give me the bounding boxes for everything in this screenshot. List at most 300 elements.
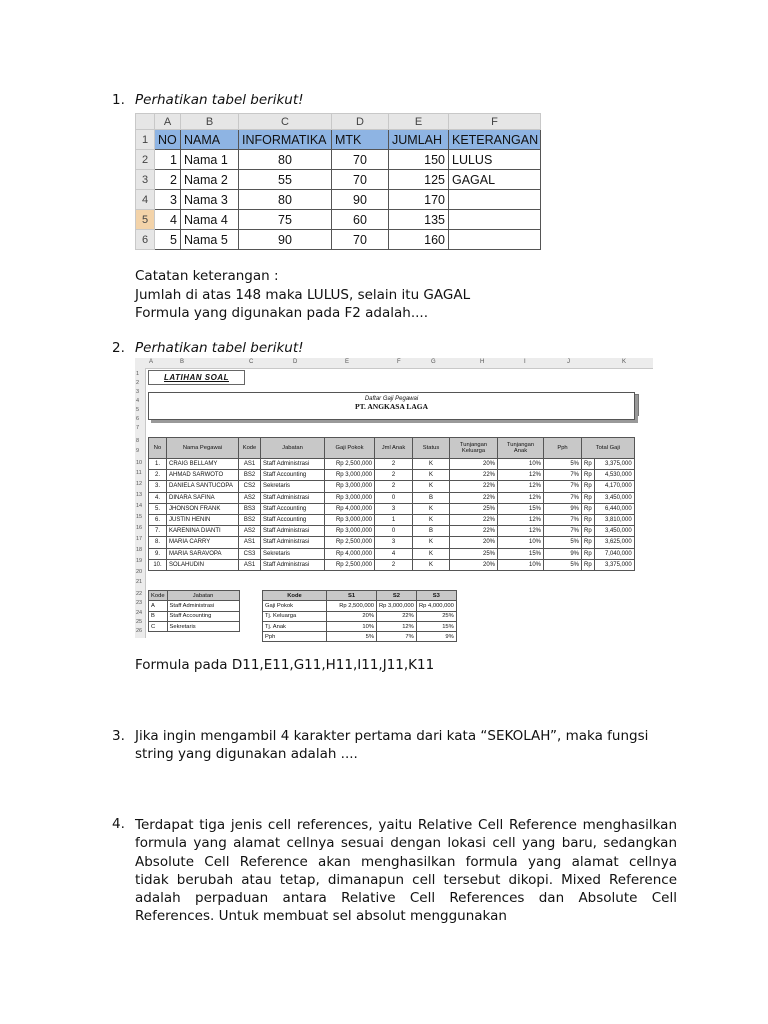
cell: Rp: [582, 503, 595, 514]
table-row: [263, 611, 457, 621]
table-row: [263, 601, 457, 611]
cell: 25%: [450, 548, 498, 559]
header-cell: NAMA: [181, 130, 239, 150]
cell: Rp 2,500,000: [325, 537, 375, 548]
cell: 160: [389, 230, 449, 250]
row-number: 13: [136, 492, 143, 498]
cell: 150: [389, 150, 449, 170]
cell: AS1: [239, 459, 261, 470]
cell: Rp: [582, 526, 595, 537]
cell: BS3: [239, 503, 261, 514]
cell: 20%: [450, 459, 498, 470]
row-number: 25: [136, 619, 143, 625]
row-number: 8: [136, 438, 140, 444]
header-cell: Tunjangan Anak: [498, 438, 544, 459]
table-row: [136, 230, 541, 250]
cell: 7%: [544, 470, 582, 481]
cell: Staff Accounting: [167, 611, 239, 621]
cell: 20%: [450, 537, 498, 548]
cell: 3,450,000: [594, 526, 634, 537]
cell: Staff Accounting: [261, 514, 325, 525]
cell: Staff Administrasi: [261, 559, 325, 570]
table-header-row: [136, 130, 541, 150]
header-cell: Nama Pegawai: [167, 438, 239, 459]
cell: 10%: [498, 459, 544, 470]
cell: Rp 2,500,000: [325, 459, 375, 470]
cell: 10%: [498, 537, 544, 548]
cell: Rp 3,000,000: [325, 492, 375, 503]
cell: 4: [155, 210, 181, 230]
column-header-row: [136, 114, 541, 130]
row-number: 19: [136, 558, 143, 564]
row-number: 21: [136, 579, 143, 585]
table-row: [149, 601, 240, 611]
cell: [449, 230, 541, 250]
cell: 80: [239, 190, 332, 210]
row-number: 2: [136, 380, 140, 386]
cell: 170: [389, 190, 449, 210]
cell: Rp: [582, 470, 595, 481]
q2-number: 2.: [112, 340, 125, 356]
cell: Sekretaris: [261, 548, 325, 559]
cell: 3,625,000: [594, 537, 634, 548]
cell: 55: [239, 170, 332, 190]
cell: Rp: [582, 459, 595, 470]
q4-paragraph: [135, 816, 677, 926]
cell: 4,530,000: [594, 470, 634, 481]
cell: AS2: [239, 526, 261, 537]
col-letter: C: [249, 359, 254, 365]
table-row: [149, 537, 635, 548]
col-letter: B: [181, 114, 239, 130]
cell: 25%: [450, 503, 498, 514]
cell: Nama 5: [181, 230, 239, 250]
col-letter: K: [622, 359, 627, 365]
header-cell: Kode: [149, 591, 168, 601]
q1-note-line: Catatan keterangan :: [135, 268, 279, 284]
cell: 135: [389, 210, 449, 230]
cell: Rp 3,000,000: [325, 470, 375, 481]
cell: Staff Administrasi: [261, 459, 325, 470]
row-number: 26: [136, 628, 143, 634]
sheet-title: LATIHAN SOAL: [148, 370, 245, 385]
cell: K: [413, 459, 450, 470]
cell: AHMAD SARWOTO: [167, 470, 239, 481]
cell: 0: [375, 492, 413, 503]
cell: Rp 2,500,000: [325, 559, 375, 570]
cell: AS2: [239, 492, 261, 503]
cell: 7%: [544, 526, 582, 537]
cell: 9.: [149, 548, 167, 559]
corner-cell: [136, 114, 155, 130]
table-row: [149, 470, 635, 481]
table-row: [149, 621, 240, 631]
col-letter: A: [155, 114, 181, 130]
cell: 60: [332, 210, 389, 230]
cell: 12%: [498, 492, 544, 503]
header-cell: Kode: [239, 438, 261, 459]
q1-note-line: Formula yang digunakan pada F2 adalah....: [135, 305, 429, 321]
cell: Sekretaris: [261, 481, 325, 492]
table-header-row: [263, 591, 457, 601]
sheet-banner: [148, 392, 635, 420]
cell: Nama 3: [181, 190, 239, 210]
cell: 3,810,000: [594, 514, 634, 525]
cell: 4.: [149, 492, 167, 503]
row-number: 5: [136, 210, 155, 230]
col-letter: A: [149, 359, 154, 365]
q2-note: Formula pada D11,E11,G11,H11,I11,J11,K11: [135, 657, 435, 673]
cell: 5.: [149, 503, 167, 514]
table-row: [149, 526, 635, 537]
cell: 10%: [327, 621, 377, 631]
cell: 1.: [149, 459, 167, 470]
cell: 7%: [544, 481, 582, 492]
cell: Nama 4: [181, 210, 239, 230]
row-number: 14: [136, 503, 143, 509]
cell: JUSTIN HENIN: [167, 514, 239, 525]
cell: Staff Administrasi: [261, 492, 325, 503]
cell: CS2: [239, 481, 261, 492]
cell: KARENINA DIANTI: [167, 526, 239, 537]
row-number: 4: [136, 398, 140, 404]
cell: JHONSON FRANK: [167, 503, 239, 514]
col-letter: C: [239, 114, 332, 130]
table-row: [149, 559, 635, 570]
cell: 1: [375, 514, 413, 525]
table-row: [149, 481, 635, 492]
row-number: 9: [136, 448, 140, 454]
q1-note-line: Jumlah di atas 148 maka LULUS, selain itu GAGAL: [135, 287, 471, 303]
header-cell: Total Gaji: [582, 438, 635, 459]
cell: 7%: [544, 514, 582, 525]
row-number: 3: [136, 170, 155, 190]
header-cell: S2: [377, 591, 417, 601]
cell: K: [413, 514, 450, 525]
cell: 7.: [149, 526, 167, 537]
cell: 5%: [544, 459, 582, 470]
row-number: 1: [136, 130, 155, 150]
col-letter: F: [397, 359, 401, 365]
cell: Staff Administrasi: [261, 537, 325, 548]
col-letter: H: [480, 359, 485, 365]
cell: Rp 3,000,000: [325, 481, 375, 492]
cell: [449, 210, 541, 230]
cell: Staff Accounting: [261, 470, 325, 481]
q1-number: 1.: [112, 92, 125, 108]
cell: 4,170,000: [594, 481, 634, 492]
cell: 90: [239, 230, 332, 250]
table-row: [263, 621, 457, 631]
q4-line: adalah perpaduan antara Relative Cell References dan Absolute Cell: [135, 890, 677, 907]
q4-line: References. Untuk membuat sel absolut menggunakan: [135, 908, 507, 925]
cell: 1: [155, 150, 181, 170]
q4-line: Terdapat tiga jenis cell references, yaitu Relative Cell Reference menghasilkan: [135, 817, 677, 833]
cell: 2: [375, 559, 413, 570]
cell: MARIA CARRY: [167, 537, 239, 548]
cell: CS3: [239, 548, 261, 559]
row-number: 15: [136, 514, 143, 520]
q1-spreadsheet: [135, 113, 540, 250]
col-letter: D: [293, 359, 298, 365]
cell: 22%: [450, 470, 498, 481]
header-cell: Gaji Pokok: [325, 438, 375, 459]
q4-number: 4.: [112, 816, 125, 832]
header-cell: Kode: [263, 591, 327, 601]
table-row: [136, 150, 541, 170]
header-cell: S3: [416, 591, 456, 601]
cell: 2: [375, 470, 413, 481]
row-number: 22: [136, 591, 143, 597]
row-number: 16: [136, 525, 143, 531]
cell: K: [413, 537, 450, 548]
cell: AS1: [239, 559, 261, 570]
cell: 125: [389, 170, 449, 190]
kode-jabatan-table: [148, 590, 240, 632]
row-number: 18: [136, 547, 143, 553]
header-cell: Tunjangan Keluarga: [450, 438, 498, 459]
cell: 15%: [498, 548, 544, 559]
q1-prompt: Perhatikan tabel berikut!: [135, 92, 304, 108]
header-cell: Pph: [544, 438, 582, 459]
header-cell: INFORMATIKA: [239, 130, 332, 150]
cell: 9%: [544, 548, 582, 559]
cell: 5%: [327, 632, 377, 642]
cell: 90: [332, 190, 389, 210]
cell: 6,440,000: [594, 503, 634, 514]
row-header-column: [135, 368, 146, 638]
cell: Rp: [582, 514, 595, 525]
row-number: 1: [136, 371, 140, 377]
banner-subtitle: Daftar Gaji Pegawai: [364, 396, 419, 402]
row-number: 23: [136, 600, 143, 606]
cell: 3: [375, 537, 413, 548]
cell: A: [149, 601, 168, 611]
cell: 70: [332, 150, 389, 170]
cell: Tj. Keluarga: [263, 611, 327, 621]
header-cell: MTK: [332, 130, 389, 150]
cell: 7,040,000: [594, 548, 634, 559]
cell: 2: [155, 170, 181, 190]
cell: 12%: [498, 526, 544, 537]
cell: K: [413, 481, 450, 492]
cell: 20%: [450, 559, 498, 570]
cell: 10%: [498, 559, 544, 570]
cell: Rp 3,000,000: [325, 526, 375, 537]
cell: Staff Accounting: [261, 503, 325, 514]
cell: Rp: [582, 537, 595, 548]
cell: C: [149, 621, 168, 631]
cell: MARIA SARAVOPA: [167, 548, 239, 559]
cell: Rp 4,000,000: [416, 601, 456, 611]
cell: Gaji Pokok: [263, 601, 327, 611]
col-letter: I: [524, 359, 526, 365]
table-row: [136, 190, 541, 210]
q3-line: string yang digunakan adalah ....: [135, 746, 358, 762]
cell: K: [413, 548, 450, 559]
cell: GAGAL: [449, 170, 541, 190]
table-row: [136, 170, 541, 190]
cell: 12%: [498, 470, 544, 481]
col-letter: G: [431, 359, 436, 365]
col-letter: J: [567, 359, 570, 365]
row-number: 4: [136, 190, 155, 210]
cell: AS1: [239, 537, 261, 548]
row-number: 17: [136, 536, 143, 542]
cell: Rp 3,000,000: [377, 601, 417, 611]
q2-prompt: Perhatikan tabel berikut!: [135, 340, 304, 356]
q2-spreadsheet: [135, 358, 653, 638]
header-cell: Jabatan: [167, 591, 239, 601]
cell: Rp 2,500,000: [327, 601, 377, 611]
header-cell: No: [149, 438, 167, 459]
cell: 22%: [450, 514, 498, 525]
header-cell: Jabatan: [261, 438, 325, 459]
column-header-row: [135, 358, 653, 369]
cell: [449, 190, 541, 210]
cell: 20%: [327, 611, 377, 621]
cell: Rp: [582, 492, 595, 503]
cell: K: [413, 503, 450, 514]
cell: 5%: [544, 559, 582, 570]
table-row: [149, 459, 635, 470]
cell: 2.: [149, 470, 167, 481]
header-cell: NO: [155, 130, 181, 150]
row-number: 6: [136, 416, 140, 422]
col-letter: E: [345, 359, 350, 365]
cell: K: [413, 559, 450, 570]
cell: Sekretaris: [167, 621, 239, 631]
header-cell: Jml Anak: [375, 438, 413, 459]
cell: CRAIG BELLAMY: [167, 459, 239, 470]
q4-line: tidak berubah atau tetap, dimanapun cell tersebut dikopi. Mixed Reference: [135, 871, 677, 888]
q3-line: Jika ingin mengambil 4 karakter pertama dari kata “SEKOLAH”, maka fungsi: [135, 728, 649, 744]
cell: 7%: [544, 492, 582, 503]
col-letter: F: [449, 114, 541, 130]
cell: 25%: [416, 611, 456, 621]
row-number: 24: [136, 610, 143, 616]
payroll-table: [148, 437, 635, 571]
cell: 22%: [377, 611, 417, 621]
header-cell: Status: [413, 438, 450, 459]
cell: BS2: [239, 470, 261, 481]
cell: 15%: [416, 621, 456, 631]
cell: 12%: [498, 481, 544, 492]
cell: 70: [332, 230, 389, 250]
header-cell: KETERANGAN: [449, 130, 541, 150]
row-number: 7: [136, 425, 140, 431]
row-number: 11: [136, 470, 142, 476]
header-cell: S1: [327, 591, 377, 601]
cell: SOLAHUDIN: [167, 559, 239, 570]
cell: 6.: [149, 514, 167, 525]
cell: B: [149, 611, 168, 621]
table-row: [149, 548, 635, 559]
table-row: [149, 611, 240, 621]
cell: 3: [375, 503, 413, 514]
row-number: 3: [136, 389, 140, 395]
cell: LULUS: [449, 150, 541, 170]
cell: 9%: [544, 503, 582, 514]
cell: 5%: [544, 537, 582, 548]
cell: K: [413, 470, 450, 481]
row-number: 2: [136, 150, 155, 170]
cell: Rp: [582, 548, 595, 559]
cell: BS2: [239, 514, 261, 525]
cell: 0: [375, 526, 413, 537]
row-number: 6: [136, 230, 155, 250]
cell: 3: [155, 190, 181, 210]
cell: 3,375,000: [594, 559, 634, 570]
cell: 22%: [450, 492, 498, 503]
q3-number: 3.: [112, 728, 125, 744]
row-number: 12: [136, 481, 143, 487]
cell: 3,450,000: [594, 492, 634, 503]
cell: 80: [239, 150, 332, 170]
q4-line: formula yang alamat cellnya sesuai dengan lokasi cell yang baru, sedangkan: [135, 835, 677, 852]
col-letter: E: [389, 114, 449, 130]
banner-title: PT. ANGKASA LAGA: [355, 402, 428, 411]
cell: 9%: [416, 632, 456, 642]
cell: 2: [375, 459, 413, 470]
cell: 4: [375, 548, 413, 559]
cell: 7%: [377, 632, 417, 642]
cell: 12%: [377, 621, 417, 631]
row-number: 10: [136, 460, 143, 466]
cell: 5: [155, 230, 181, 250]
table-row: [263, 632, 457, 642]
cell: 12%: [498, 514, 544, 525]
cell: 15%: [498, 503, 544, 514]
table-row: [149, 514, 635, 525]
cell: DANIELA SANTUCOPA: [167, 481, 239, 492]
col-letter: B: [180, 359, 185, 365]
table-row: [149, 503, 635, 514]
cell: B: [413, 492, 450, 503]
cell: Rp 4,000,000: [325, 548, 375, 559]
cell: 10.: [149, 559, 167, 570]
table-header-row: [149, 438, 635, 459]
table-row: [149, 492, 635, 503]
table-row: [136, 210, 541, 230]
header-cell: JUMLAH: [389, 130, 449, 150]
cell: Nama 1: [181, 150, 239, 170]
cell: 3.: [149, 481, 167, 492]
cell: 75: [239, 210, 332, 230]
cell: Nama 2: [181, 170, 239, 190]
cell: Staff Administrasi: [261, 526, 325, 537]
row-number: 20: [136, 569, 143, 575]
salary-reference-table: [262, 590, 457, 642]
cell: 3,375,000: [594, 459, 634, 470]
cell: 2: [375, 481, 413, 492]
cell: Tj. Anak: [263, 621, 327, 631]
cell: 8.: [149, 537, 167, 548]
cell: 22%: [450, 526, 498, 537]
cell: Rp 4,000,000: [325, 503, 375, 514]
cell: Rp 3,000,000: [325, 514, 375, 525]
cell: 22%: [450, 481, 498, 492]
col-letter: D: [332, 114, 389, 130]
q4-line: Absolute Cell Reference akan menghasilkan formula yang alamat cellnya: [135, 853, 677, 870]
cell: B: [413, 526, 450, 537]
row-number: 5: [136, 407, 140, 413]
cell: Rp: [582, 559, 595, 570]
cell: DINARA SAFINA: [167, 492, 239, 503]
cell: 70: [332, 170, 389, 190]
cell: Rp: [582, 481, 595, 492]
cell: Pph: [263, 632, 327, 642]
